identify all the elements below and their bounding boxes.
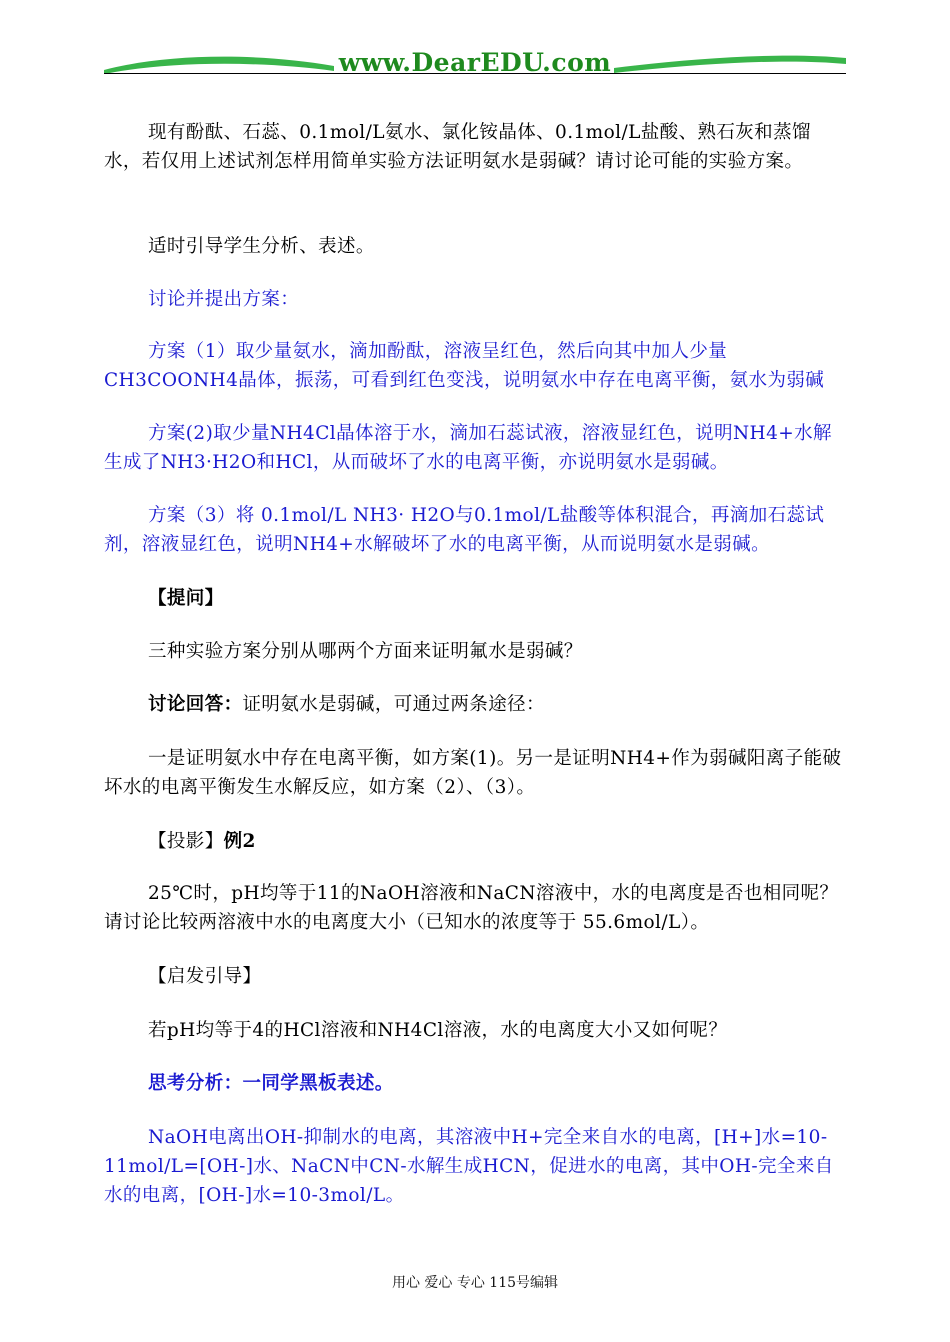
section-label-question: 【提问】 bbox=[148, 588, 224, 609]
section-label-projection bbox=[104, 827, 846, 856]
paragraph-plan-2: 方案(2)取少量NH4Cl晶体溶于水，滴加石蕊试液，溶液显红色，说明NH4+水解生成了NH3·H2O和HCl，从而破坏了水的电离平衡，亦说明氨水是弱碱。 bbox=[104, 423, 832, 473]
section-label-guidance: 【启发引导】 bbox=[148, 966, 262, 987]
paragraph-guidance: 适时引导学生分析、表述。 bbox=[148, 236, 375, 257]
projection-label: 【投影】 bbox=[148, 831, 224, 852]
paragraph-example-2: 25℃时，pH均等于11的NaOH溶液和NaCN溶液中，水的电离度是否也相同呢？请讨论比较两溶液中水的电离度大小（已知水的浓度等于 55.6mol/L）。 bbox=[104, 883, 839, 933]
paragraph-discussion-heading: 讨论并提出方案： bbox=[148, 289, 300, 310]
header-rule bbox=[104, 73, 846, 74]
example-label: 例2 bbox=[223, 831, 256, 852]
site-logo-text: www.DearEDU.com bbox=[338, 48, 612, 77]
paragraph-followup-question: 若pH均等于4的HCl溶液和NH4Cl溶液，水的电离度大小又如何呢？ bbox=[148, 1020, 728, 1041]
paragraph-discussion-answer bbox=[104, 690, 846, 719]
paragraph-analysis: NaOH电离出OH-抑制水的电离，其溶液中H+完全来自水的电离，[H+]水=10-11mol/L=[OH-]水、NaCN中CN-水解生成HCN，促进水的电离，其中OH-完全来自水的电离，[OH-]水=10-3mol/L。 bbox=[104, 1127, 834, 1206]
page-footer: 用心 爱心 专心 115号编辑 bbox=[391, 1275, 559, 1291]
site-header-logo bbox=[104, 44, 846, 80]
paragraph-question: 现有酚酞、石蕊、0.1mol/L氨水、氯化铵晶体、0.1mol/L盐酸、熟石灰和蒸馏水，若仅用上述试剂怎样用简单实验方法证明氨水是弱碱？请讨论可能的实验方案。 bbox=[104, 122, 811, 172]
paragraph-plan-1: 方案（1）取少量氨水，滴加酚酞，溶液呈红色，然后向其中加人少量CH3COONH4晶体，振荡，可看到红色变浅，说明氨水中存在电离平衡，氨水为弱碱 bbox=[104, 341, 825, 391]
answer-text: 证明氨水是弱碱，可通过两条途径： bbox=[242, 694, 545, 715]
paragraph-question-2: 三种实验方案分别从哪两个方面来证明氟水是弱碱？ bbox=[148, 641, 583, 662]
paragraph-explanation: 一是证明氨水中存在电离平衡，如方案(1)。另一是证明NH4+作为弱碱阳离子能破坏水的电离平衡发生水解反应，如方案（2）、（3）。 bbox=[104, 748, 842, 798]
answer-label: 讨论回答： bbox=[148, 694, 243, 715]
paragraph-analysis-heading: 思考分析：一同学黑板表述。 bbox=[148, 1073, 394, 1094]
paragraph-plan-3: 方案（3）将 0.1mol/L NH3· H2O与0.1mol/L盐酸等体积混合，再滴加石蕊试剂，溶液显红色，说明NH4+水解破坏了水的电离平衡，从而说明氨水是弱碱。 bbox=[104, 505, 825, 555]
